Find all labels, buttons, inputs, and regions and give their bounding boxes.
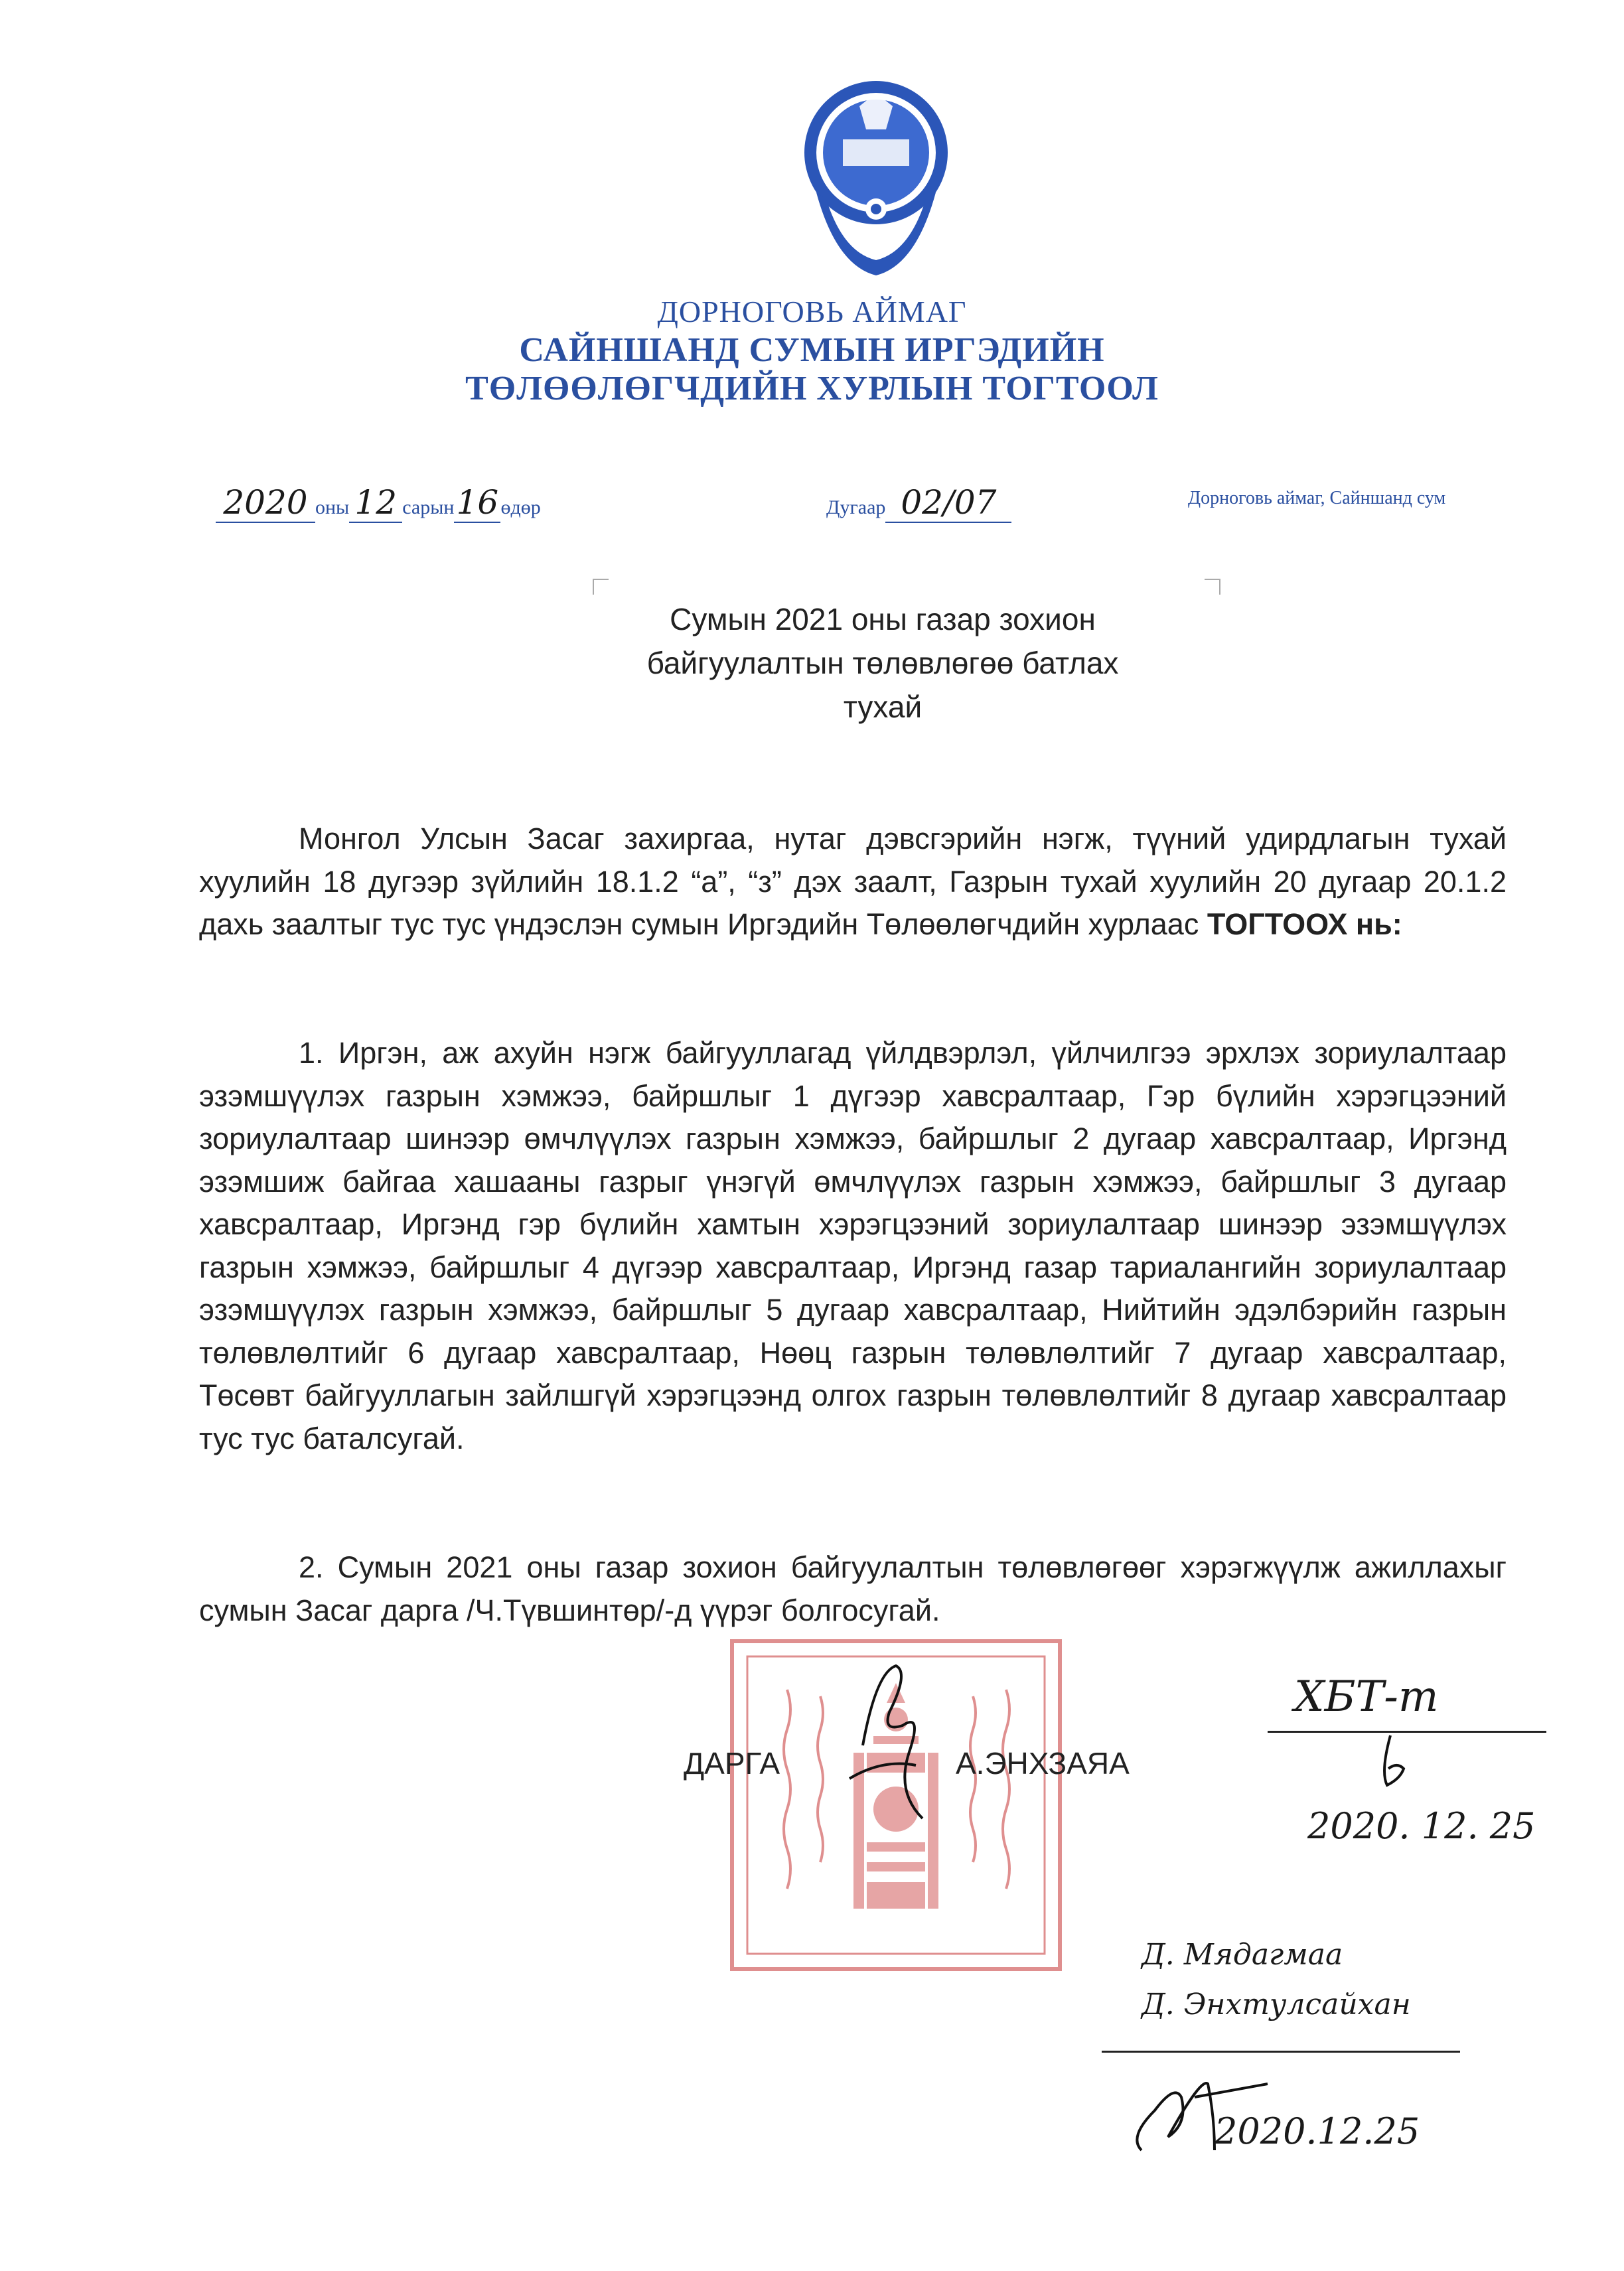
annotation-name-1: Д. Мядагмаа bbox=[1142, 1938, 1343, 1972]
date-field bbox=[216, 483, 541, 523]
annotation-date-2: 2020.12.25 bbox=[1215, 2110, 1420, 2152]
title-corner-left bbox=[593, 579, 609, 595]
item-2-paragraph bbox=[199, 1546, 1507, 1632]
header-resolution: ТӨЛӨӨЛӨГЧДИЙН ХУРЛЫН ТОГТООЛ bbox=[465, 370, 1159, 407]
number-value: 02/07 bbox=[885, 483, 1011, 523]
header-aimag: ДОРНОГОВЬ АЙМАГ bbox=[657, 295, 967, 329]
document-title bbox=[518, 597, 1248, 729]
annotation-name-2: Д. Энхтулсайхан bbox=[1142, 1988, 1411, 2021]
annotation-note: ХБТ-т bbox=[1294, 1672, 1439, 1722]
annotation-underline-2 bbox=[1102, 2051, 1460, 2053]
state-emblem bbox=[796, 66, 956, 285]
date-month: 12 bbox=[349, 483, 402, 523]
date-day-suffix: өдөр bbox=[500, 496, 541, 518]
title-line-1: Сумын 2021 оны газар зохион bbox=[670, 602, 1096, 636]
item-1-paragraph bbox=[199, 1032, 1507, 1460]
date-year: 2020 bbox=[216, 483, 315, 523]
title-line-2: байгуулалтын төлөвлөгөө батлах bbox=[646, 646, 1119, 680]
annotation-initial-mark bbox=[1374, 1732, 1414, 1792]
title-line-3: тухай bbox=[843, 690, 923, 724]
item-2-text: 2. Сумын 2021 оны газар зохион байгуулалтын төлөвлөгөөг хэрэгжүүлж ажиллахыг сумын Засаг дарга /Ч.Түвшинтөр/-д үүрэг болгосугай. bbox=[199, 1550, 1507, 1627]
title-corner-right bbox=[1205, 579, 1220, 595]
preamble-paragraph bbox=[199, 818, 1507, 946]
number-field bbox=[826, 483, 1011, 523]
place-text: Дорноговь аймаг, Сайншанд сум bbox=[1188, 488, 1446, 508]
signatory-role: ДАРГА bbox=[684, 1746, 780, 1781]
annotation-date-1: 2020. 12. 25 bbox=[1307, 1805, 1536, 1847]
item-1-text: 1. Иргэн, аж ахуйн нэгж байгууллагад үйлдвэрлэл, үйлчилгээ эрхлэх зориулалтаар эзэмшүүлэх газрын хэмжээ, байршлыг 1 дүгээр хавсралтаар, Гэр бүлийн хэрэгцээний зориулалтаар шинээр өмчлүүлэх газрын хэмжээ, байршлыг 2 дугаар хавсралтаар, Иргэнд эзэмшиж байгаа хашааны газрыг үнэгүй өмчлүүлэх газрын хэмжээ, байршлыг 3 дугаар хавсралтаар, Иргэнд гэр бүлийн хамтын хэрэгцээний зориулалтаар шинээр эзэмшүүлэх газрын хэмжээ, байршлыг 4 дүгээр хавсралтаар, Иргэнд газар тариалангийн зориулалтаар эзэмшүүлэх газрын хэмжээ, байршлыг 5 дугаар хавсралтаар, Нийтийн эдэлбэрийн газрын төлөвлөлтийг 6 дугаар хавсралтаар, Нөөц газрын төлөвлөлтийг 7 дугаар хавсралтаар, Төсөвт байгууллагын зайлшгүй хэрэгцээнд олгох газрын төлөвлөлтийг 8 дугаар хавсралтаар тус тус баталсугай. bbox=[199, 1036, 1507, 1455]
date-month-suffix: сарын bbox=[402, 496, 455, 518]
number-label: Дугаар bbox=[826, 496, 886, 518]
handwritten-signature bbox=[823, 1646, 956, 1845]
date-year-suffix: оны bbox=[315, 496, 350, 518]
header-council: САЙНШАНД СУМЫН ИРГЭДИЙН bbox=[519, 331, 1105, 369]
emblem-icon bbox=[804, 81, 948, 275]
decree-text: ТОГТООХ нь: bbox=[1207, 907, 1402, 941]
signatory-name: А.ЭНХЗАЯА bbox=[956, 1746, 1130, 1781]
preamble-text: Монгол Улсын Засаг захиргаа, нутаг дэвсгэрийн нэгж, түүний удирдлагын тухай хуулийн 18 дугээр зүйлийн 18.1.2 “а”, “з” дэх заалт, Газрын тухай хуулийн 20 дугаар 20.1.2 дахь заалтыг тус тус үндэслэн сумын Иргэдийн Төлөөлөгчдийн хурлаас bbox=[199, 822, 1507, 941]
date-day: 16 bbox=[454, 483, 500, 523]
